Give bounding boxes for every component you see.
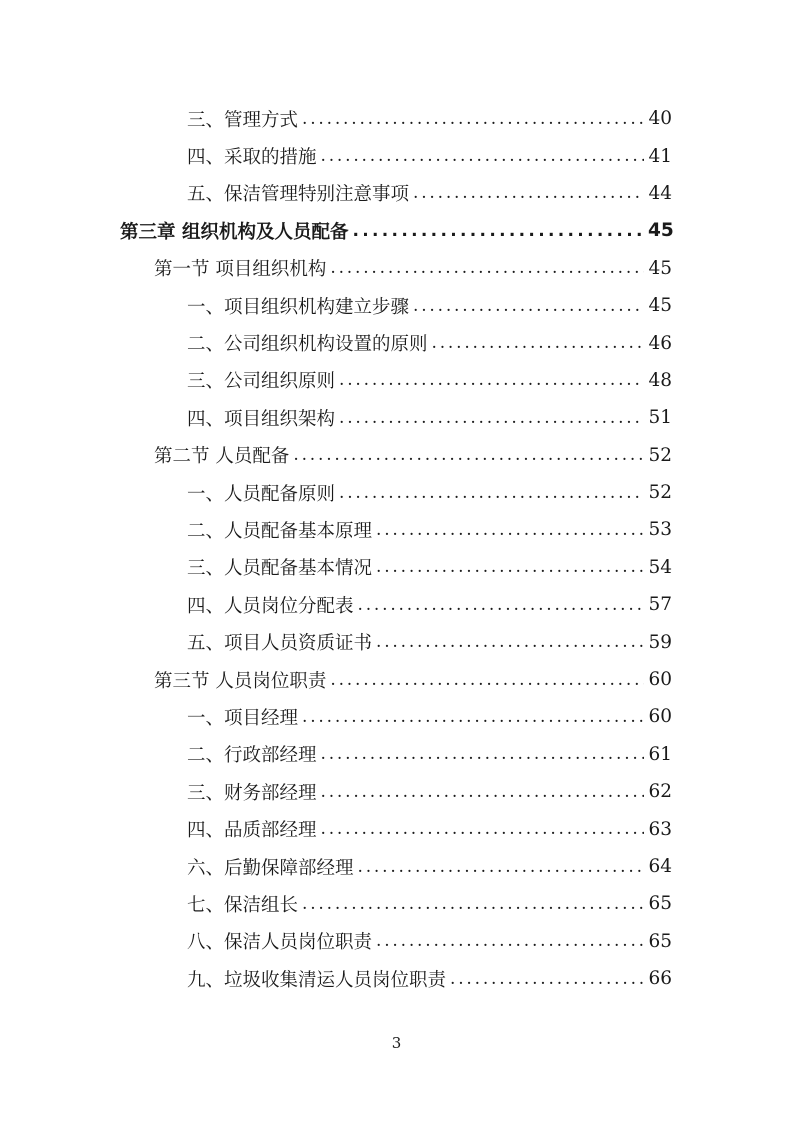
toc-entry-title: 九、垃圾收集清运人员岗位职责	[187, 969, 447, 991]
page-number: 3	[391, 1034, 402, 1052]
toc-entry-page: 45	[648, 257, 672, 279]
toc-entry-page: 45	[648, 220, 674, 242]
toc-entry-page: 60	[648, 669, 672, 691]
toc-entry-title: 一、项目经理	[187, 707, 299, 729]
toc-dot-leader	[450, 969, 644, 989]
toc-entry-title: 三、公司组织原则	[187, 371, 336, 393]
toc-entry-item[interactable]	[0, 586, 793, 623]
toc-entry-item[interactable]	[0, 923, 793, 960]
toc-entry-item[interactable]	[0, 698, 793, 735]
toc-entry-title: 六、后勤保障部经理	[187, 857, 354, 879]
toc-dot-leader	[413, 296, 644, 316]
toc-dot-leader	[330, 258, 644, 278]
toc-entry-item[interactable]	[0, 736, 793, 773]
toc-dot-leader	[321, 782, 644, 802]
toc-dot-leader	[339, 483, 644, 503]
toc-entry-title: 一、项目组织机构建立步骤	[187, 296, 410, 318]
toc-entry-title: 二、行政部经理	[187, 745, 317, 767]
toc-entry-title: 四、人员岗位分配表	[187, 595, 354, 617]
toc-entry-page: 41	[648, 145, 672, 167]
toc-entry-page: 61	[648, 743, 672, 765]
toc-entry-title: 四、项目组织架构	[187, 408, 336, 430]
toc-entry-item[interactable]	[0, 960, 793, 997]
toc-entry-title: 七、保洁组长	[187, 894, 299, 916]
toc-entry-section[interactable]	[0, 437, 793, 474]
toc-entry-section[interactable]	[0, 661, 793, 698]
toc-dot-leader	[358, 595, 644, 615]
toc-dot-leader	[302, 707, 644, 727]
toc-entry-title: 八、保洁人员岗位职责	[187, 932, 373, 954]
toc-entry-page: 46	[648, 332, 672, 354]
toc-entry-title: 五、保洁管理特别注意事项	[187, 184, 410, 206]
toc-entry-item[interactable]	[0, 175, 793, 212]
toc-entry-item[interactable]	[0, 362, 793, 399]
toc-dot-leader	[321, 744, 644, 764]
toc-entry-title: 一、人员配备原则	[187, 483, 336, 505]
toc-dot-leader	[339, 370, 644, 390]
toc-entry-item[interactable]	[0, 549, 793, 586]
toc-dot-leader	[293, 445, 644, 465]
toc-entry-item[interactable]	[0, 848, 793, 885]
toc-entry-title: 五、项目人员资质证书	[187, 633, 373, 655]
toc-entry-item[interactable]	[0, 287, 793, 324]
toc-entry-page: 64	[648, 856, 672, 877]
toc-dot-leader	[376, 931, 644, 951]
toc-dot-leader	[413, 183, 644, 203]
toc-dot-leader	[339, 408, 644, 428]
toc-dot-leader	[321, 819, 644, 839]
toc-entry-item[interactable]	[0, 324, 793, 361]
toc-entry-item[interactable]	[0, 474, 793, 511]
toc-dot-leader	[376, 520, 644, 540]
toc-dot-leader	[358, 857, 644, 877]
toc-entry-page: 52	[648, 482, 672, 504]
toc-entry-title: 第二节 人员配备	[154, 446, 290, 468]
toc-entry-chapter[interactable]	[0, 212, 793, 249]
toc-entry-page: 65	[648, 930, 672, 952]
toc-entry-item[interactable]	[0, 137, 793, 174]
toc-entry-page: 40	[648, 108, 672, 130]
toc-entry-title: 三、人员配备基本情况	[187, 558, 373, 580]
toc-entry-item[interactable]	[0, 623, 793, 660]
toc-entry-item[interactable]	[0, 810, 793, 847]
toc-entry-title: 四、采取的措施	[187, 147, 317, 169]
toc-dot-leader	[376, 632, 644, 652]
toc-dot-leader	[352, 221, 644, 241]
toc-dot-leader	[321, 146, 644, 166]
toc-entry-title: 二、人员配备基本原理	[187, 520, 373, 542]
toc-entry-title: 三、财务部经理	[187, 782, 317, 804]
toc-entry-page: 66	[648, 968, 672, 990]
toc-dot-leader	[432, 333, 644, 353]
toc-entry-title: 第一节 项目组织机构	[154, 259, 327, 281]
toc-entry-title: 第三章 组织机构及人员配备	[120, 221, 349, 243]
toc-entry-section[interactable]	[0, 250, 793, 287]
toc-dot-leader	[330, 670, 644, 690]
toc-entry-item[interactable]	[0, 511, 793, 548]
toc-entry-page: 60	[648, 706, 672, 728]
toc-entry-page: 57	[648, 594, 672, 616]
toc-entry-page: 59	[648, 631, 672, 653]
toc-entry-page: 65	[648, 893, 672, 915]
table-of-contents	[0, 100, 793, 997]
toc-entry-title: 四、品质部经理	[187, 820, 317, 842]
toc-dot-leader	[302, 109, 644, 129]
toc-entry-page: 52	[648, 444, 672, 466]
toc-dot-leader	[376, 557, 644, 577]
toc-entry-page: 44	[648, 182, 672, 204]
toc-entry-item[interactable]	[0, 100, 793, 137]
toc-entry-page: 63	[648, 818, 672, 840]
toc-entry-page: 48	[648, 369, 672, 391]
toc-entry-page: 54	[648, 556, 672, 578]
toc-entry-page: 45	[648, 295, 672, 317]
toc-entry-item[interactable]	[0, 773, 793, 810]
toc-entry-title: 二、公司组织机构设置的原则	[187, 334, 428, 356]
toc-entry-page: 62	[648, 781, 672, 803]
toc-entry-item[interactable]	[0, 885, 793, 922]
toc-dot-leader	[302, 894, 644, 914]
toc-entry-item[interactable]	[0, 399, 793, 436]
toc-entry-page: 53	[648, 519, 672, 541]
toc-entry-title: 三、管理方式	[187, 109, 299, 131]
toc-entry-page: 51	[648, 407, 672, 429]
toc-entry-title: 第三节 人员岗位职责	[154, 670, 327, 692]
